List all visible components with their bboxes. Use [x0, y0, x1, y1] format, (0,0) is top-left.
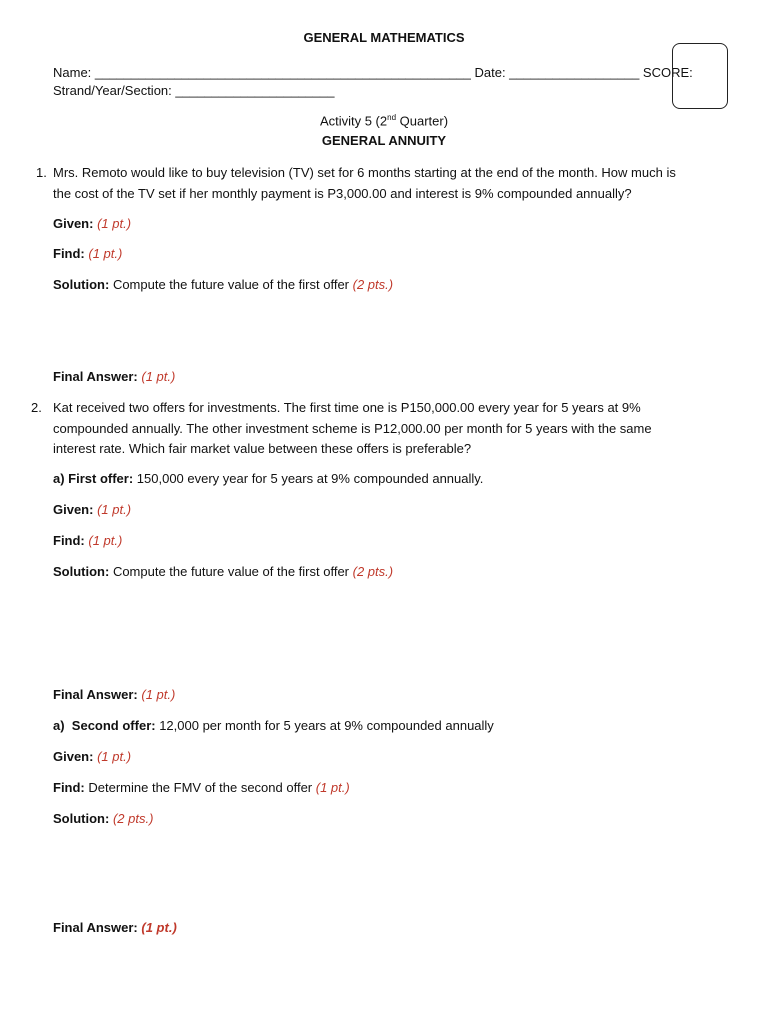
strand-label: Strand/Year/Section: — [53, 83, 176, 98]
q2b-find-label: Find: — [53, 780, 85, 795]
q2b-offer-label: Second offer: — [71, 718, 156, 733]
strand-field[interactable]: ______________________ — [175, 83, 335, 98]
page-title: GENERAL MATHEMATICS — [303, 30, 465, 45]
subtitle: GENERAL ANNUITY — [321, 133, 447, 148]
q2b-given-pts: (1 pt.) — [97, 749, 132, 764]
score-label: SCORE: — [639, 65, 693, 80]
q2a-final-label: Final Answer: — [53, 687, 138, 702]
q2a-offer-label: a) First offer: — [53, 471, 134, 486]
q1-given-pts: (1 pt.) — [97, 216, 132, 231]
q2a-solution-pts: (2 pts.) — [352, 564, 394, 579]
q2a-find-label: Find: — [53, 533, 85, 548]
q2-line2: compounded annually. The other investment scheme is P12,000.00 per month for 5 years with the same — [53, 421, 652, 436]
q2b-given — [53, 749, 131, 764]
q1-solution-label: Solution: — [53, 277, 110, 292]
q1-solution — [53, 277, 393, 292]
q2a-final-pts: (1 pt.) — [141, 687, 176, 702]
q2a-solution-text: Compute the future value of the first offer — [109, 564, 353, 579]
q1-find — [53, 246, 122, 261]
q2b-solution-label: Solution: — [53, 811, 110, 826]
score-box[interactable] — [672, 43, 728, 109]
q2b-offer-prefix: a) — [53, 718, 72, 733]
q2a-solution-label: Solution: — [53, 564, 110, 579]
q1-number: 1. — [36, 165, 47, 180]
q2b-final-label: Final Answer: — [53, 920, 138, 935]
activity-heading — [0, 113, 768, 128]
q1-final-pts: (1 pt.) — [141, 369, 176, 384]
q2a-given-pts: (1 pt.) — [97, 502, 132, 517]
q2a-offer-text: 150,000 every year for 5 years at 9% compounded annually. — [133, 471, 484, 486]
q2a-solution — [53, 564, 393, 579]
q1-find-label: Find: — [53, 246, 85, 261]
q2b-offer — [53, 718, 494, 733]
q2b-find — [53, 780, 350, 795]
q2a-find — [53, 533, 122, 548]
q2a-find-pts: (1 pt.) — [88, 533, 123, 548]
activity-suffix: Quarter) — [396, 113, 449, 129]
date-field[interactable]: __________________ — [509, 65, 640, 80]
q2b-solution-pts: (2 pts.) — [112, 811, 154, 826]
q2-number: 2. — [31, 400, 42, 415]
q1-line1: Mrs. Remoto would like to buy television (TV) set for 6 months starting at the end of the month. How much is — [53, 165, 676, 180]
name-line — [53, 65, 693, 80]
q1-solution-pts: (2 pts.) — [352, 277, 394, 292]
name-label: Name: — [53, 65, 95, 80]
activity-prefix: Activity 5 (2 — [319, 113, 388, 129]
q1-final-answer — [53, 369, 175, 384]
name-field[interactable]: ____________________________________________________ — [94, 65, 471, 80]
q1-final-label: Final Answer: — [53, 369, 138, 384]
q1-given-label: Given: — [53, 216, 94, 231]
q2-line1: Kat received two offers for investments. The first time one is P150,000.00 every year for 5 years at 9% — [53, 400, 641, 415]
q2b-given-label: Given: — [53, 749, 94, 764]
q2a-given-label: Given: — [53, 502, 94, 517]
q2b-find-text: Determine the FMV of the second offer — [84, 780, 316, 795]
q2b-final-answer — [53, 920, 177, 935]
q2b-find-pts: (1 pt.) — [315, 780, 350, 795]
q2b-solution — [53, 811, 153, 826]
q1-find-pts: (1 pt.) — [88, 246, 123, 261]
q2b-offer-text: 12,000 per month for 5 years at 9% compounded annually — [155, 718, 494, 733]
date-label: Date: — [470, 65, 510, 80]
q2-line3: interest rate. Which fair market value between these offers is preferable? — [53, 441, 472, 456]
activity-sup: nd — [387, 113, 397, 122]
q1-solution-text: Compute the future value of the first offer — [109, 277, 353, 292]
q2b-final-pts: (1 pt.) — [141, 920, 177, 935]
q1-given — [53, 216, 131, 231]
q2a-offer — [53, 471, 483, 486]
q2a-given — [53, 502, 131, 517]
strand-line — [53, 83, 334, 98]
q1-line2: the cost of the TV set if her monthly payment is P3,000.00 and interest is 9% compounded annually? — [53, 186, 632, 201]
q2a-final-answer — [53, 687, 175, 702]
